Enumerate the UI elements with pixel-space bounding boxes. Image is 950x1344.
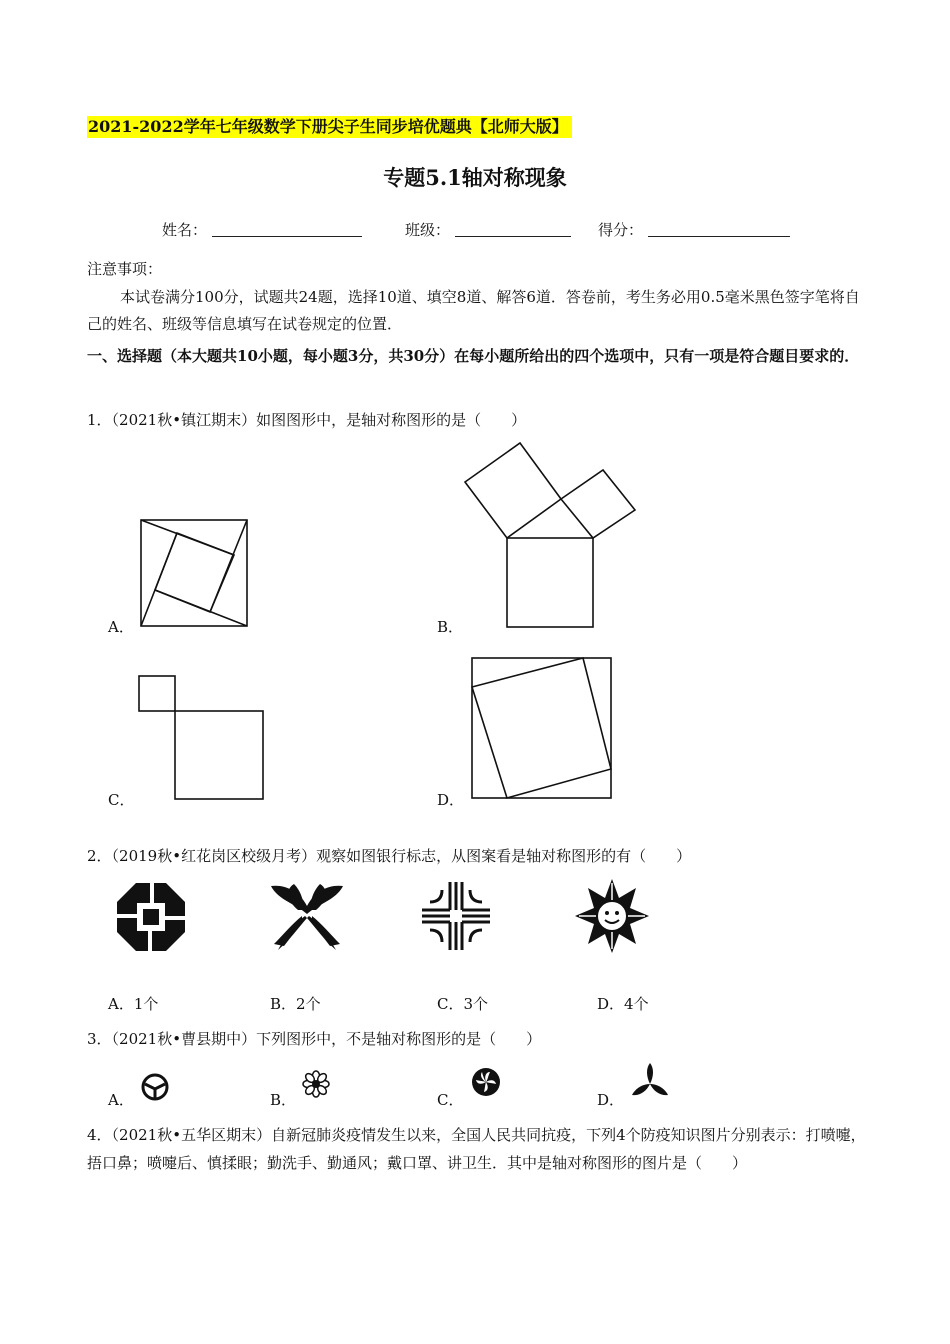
score-label: 得分：	[598, 221, 644, 239]
question-1	[87, 409, 526, 430]
q3-option-b[interactable]: B．	[270, 1091, 297, 1109]
q2-option-c[interactable]: C．3个	[437, 995, 489, 1013]
square-pinwheel-figure	[140, 519, 248, 628]
question-number: 3．	[87, 1030, 112, 1048]
q1-option-d[interactable]: D．	[437, 791, 465, 809]
section-heading: 一、选择题（本大题共10小题，每小题3分，共30分）在每小题所给出的四个选项中，只有一项是符合题目要求的．	[87, 347, 860, 365]
octagon-bank-logo	[116, 882, 186, 952]
steering-wheel-symbol	[140, 1072, 170, 1102]
question-number: 2．	[87, 847, 112, 865]
q1-option-c[interactable]: C．	[108, 791, 135, 809]
question-number: 1．	[87, 411, 112, 429]
star-sun-bank-logo	[574, 878, 650, 954]
question-4	[87, 1121, 867, 1177]
q2-option-a[interactable]: A．1个	[108, 995, 159, 1013]
q3-option-d[interactable]: D．	[597, 1091, 625, 1109]
name-label: 姓名：	[162, 221, 208, 239]
notes-body: 本试卷满分100分，试题共24题，选择10道、填空8道、解答6道．答卷前，考生务必用0.5毫米黑色签字笔将自己的姓名、班级等信息填写在试卷规定的位置．	[87, 288, 860, 333]
pythagoras-squares-figure	[464, 442, 636, 632]
tilted-square-figure	[471, 657, 613, 800]
series-title: 2021-2022学年七年级数学下册尖子生同步培优题典【北师大版】	[87, 116, 572, 138]
class-label: 班级：	[405, 221, 451, 239]
butterfly-bank-logo	[268, 880, 346, 952]
question-text: （2021秋•五华区期末）自新冠肺炎疫情发生以来，全国人民共同抗疫，下列4个防疫知识图片分别表示：打喷嚏，捂口鼻；喷嚏后、慎揉眼；勤洗手、勤通风；戴口罩、讲卫生．其中是轴对称图形的图片是（ ）	[87, 1126, 866, 1172]
q1-option-b[interactable]: B．	[437, 618, 464, 636]
two-squares-figure	[138, 675, 266, 801]
q1-option-a[interactable]: A．	[108, 618, 134, 636]
name-field[interactable]	[212, 236, 362, 237]
question-number: 4．	[87, 1126, 112, 1144]
class-field[interactable]	[455, 236, 571, 237]
score-field[interactable]	[648, 236, 790, 237]
q3-option-a[interactable]: A．	[108, 1091, 134, 1109]
question-text: （2019秋•红花岗区校级月考）观察如图银行标志，从图案看是轴对称图形的有（ ）	[111, 847, 692, 865]
flower-symbol	[302, 1070, 330, 1098]
question-text: （2021秋•镇江期末）如图图形中，是轴对称图形的是（ ）	[111, 411, 527, 429]
question-3	[87, 1028, 541, 1049]
three-blade-symbol	[630, 1062, 670, 1102]
q3-option-c[interactable]: C．	[437, 1091, 464, 1109]
question-2	[87, 845, 691, 866]
page-title: 专题5.1轴对称现象	[383, 165, 567, 190]
q2-option-d[interactable]: D．4个	[597, 995, 649, 1013]
question-text: （2021秋•曹县期中）下列图形中，不是轴对称图形的是（ ）	[111, 1030, 542, 1048]
notes-heading: 注意事项：	[87, 260, 163, 278]
bauhinia-symbol	[471, 1067, 501, 1097]
q2-option-b[interactable]: B．2个	[270, 995, 321, 1013]
cross-bank-logo	[420, 880, 492, 952]
